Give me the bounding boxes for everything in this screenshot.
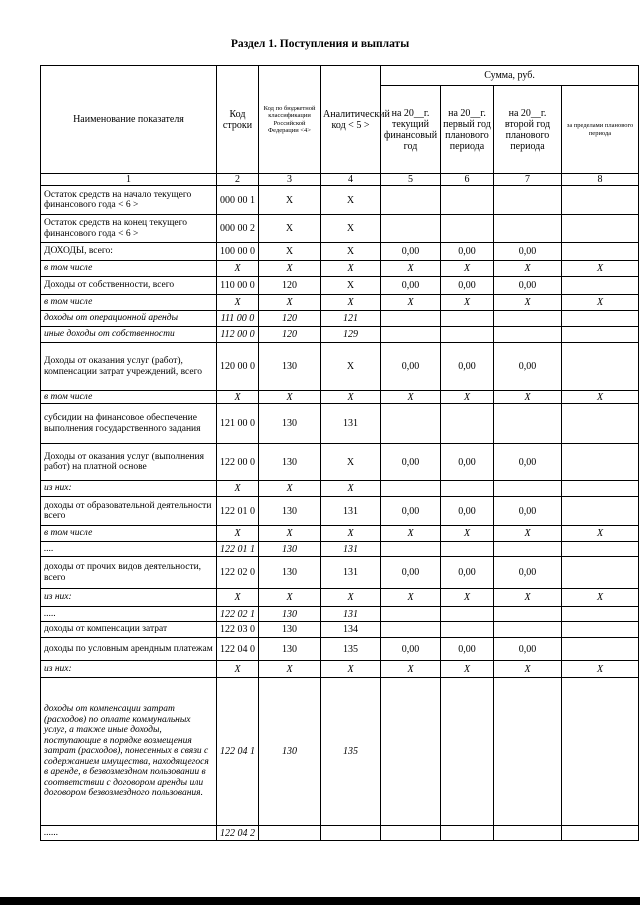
- row-budget-code: X: [259, 243, 321, 261]
- row-second-plan-year: [494, 404, 562, 444]
- row-beyond-plan: X: [562, 261, 639, 277]
- row-current-year: X: [381, 526, 441, 542]
- row-analytic-code: 135: [321, 678, 381, 826]
- row-name: из них:: [41, 481, 217, 497]
- row-beyond-plan: [562, 481, 639, 497]
- row-current-year: [381, 826, 441, 841]
- row-budget-code: 130: [259, 678, 321, 826]
- row-analytic-code: 129: [321, 327, 381, 343]
- row-budget-code: 120: [259, 311, 321, 327]
- row-analytic-code: 131: [321, 404, 381, 444]
- row-first-plan-year: X: [441, 526, 494, 542]
- row-code: 111 00 0: [217, 311, 259, 327]
- table-row: [41, 557, 639, 589]
- row-analytic-code: 131: [321, 557, 381, 589]
- row-code: 122 01 1: [217, 542, 259, 557]
- row-name: Остаток средств на начало текущего финансового года < 6 >: [41, 186, 217, 215]
- row-analytic-code: X: [321, 391, 381, 404]
- row-analytic-code: X: [321, 481, 381, 497]
- row-budget-code: 120: [259, 327, 321, 343]
- row-beyond-plan: [562, 557, 639, 589]
- row-analytic-code: X: [321, 295, 381, 311]
- row-budget-code: 130: [259, 404, 321, 444]
- row-second-plan-year: X: [494, 261, 562, 277]
- table-row: [41, 481, 639, 497]
- row-name: субсидии на финансовое обеспечение выполнения государственного задания: [41, 404, 217, 444]
- row-beyond-plan: [562, 497, 639, 526]
- row-name: из них:: [41, 661, 217, 678]
- header-budget-code: Код по бюджетной классификации Российской Федерации <4>: [259, 66, 321, 174]
- row-analytic-code: 134: [321, 622, 381, 638]
- column-number: 8: [562, 174, 639, 186]
- row-current-year: [381, 678, 441, 826]
- row-second-plan-year: [494, 327, 562, 343]
- table-row: [41, 343, 639, 391]
- table-row: [41, 404, 639, 444]
- row-analytic-code: X: [321, 343, 381, 391]
- row-budget-code: 120: [259, 277, 321, 295]
- table-row: [41, 678, 639, 826]
- row-code: X: [217, 295, 259, 311]
- row-current-year: [381, 607, 441, 622]
- row-first-plan-year: [441, 607, 494, 622]
- table-row: [41, 295, 639, 311]
- column-number: 7: [494, 174, 562, 186]
- table-row: [41, 542, 639, 557]
- row-current-year: [381, 215, 441, 243]
- header-col8: за пределами планового периода: [562, 86, 639, 174]
- row-first-plan-year: [441, 311, 494, 327]
- row-budget-code: 130: [259, 638, 321, 661]
- row-beyond-plan: X: [562, 661, 639, 678]
- income-table: [40, 65, 639, 841]
- row-second-plan-year: [494, 607, 562, 622]
- row-first-plan-year: [441, 404, 494, 444]
- row-code: 120 00 0: [217, 343, 259, 391]
- row-analytic-code: X: [321, 215, 381, 243]
- row-first-plan-year: X: [441, 589, 494, 607]
- row-name: Остаток средств на конец текущего финансового года < 6 >: [41, 215, 217, 243]
- row-beyond-plan: [562, 638, 639, 661]
- column-number: 3: [259, 174, 321, 186]
- row-beyond-plan: [562, 243, 639, 261]
- row-second-plan-year: 0,00: [494, 277, 562, 295]
- row-name: в том числе: [41, 526, 217, 542]
- row-name: в том числе: [41, 261, 217, 277]
- row-first-plan-year: [441, 186, 494, 215]
- row-budget-code: X: [259, 186, 321, 215]
- row-code: X: [217, 481, 259, 497]
- row-current-year: X: [381, 261, 441, 277]
- row-analytic-code: X: [321, 186, 381, 215]
- row-budget-code: X: [259, 589, 321, 607]
- row-second-plan-year: [494, 826, 562, 841]
- row-first-plan-year: 0,00: [441, 557, 494, 589]
- row-current-year: 0,00: [381, 243, 441, 261]
- row-first-plan-year: 0,00: [441, 343, 494, 391]
- row-name: ....: [41, 542, 217, 557]
- row-code: X: [217, 526, 259, 542]
- row-budget-code: X: [259, 526, 321, 542]
- row-code: 122 04 1: [217, 678, 259, 826]
- row-second-plan-year: X: [494, 391, 562, 404]
- row-current-year: 0,00: [381, 444, 441, 481]
- row-second-plan-year: 0,00: [494, 557, 562, 589]
- row-second-plan-year: [494, 542, 562, 557]
- row-current-year: 0,00: [381, 557, 441, 589]
- table-row: [41, 589, 639, 607]
- table-row: [41, 826, 639, 841]
- row-beyond-plan: X: [562, 526, 639, 542]
- row-name: ДОХОДЫ, всего:: [41, 243, 217, 261]
- row-code: X: [217, 391, 259, 404]
- row-first-plan-year: X: [441, 391, 494, 404]
- row-second-plan-year: [494, 215, 562, 243]
- row-current-year: 0,00: [381, 277, 441, 295]
- row-second-plan-year: [494, 481, 562, 497]
- row-analytic-code: X: [321, 243, 381, 261]
- row-code: 122 02 1: [217, 607, 259, 622]
- row-first-plan-year: 0,00: [441, 638, 494, 661]
- row-second-plan-year: 0,00: [494, 497, 562, 526]
- row-analytic-code: 131: [321, 497, 381, 526]
- row-budget-code: 130: [259, 557, 321, 589]
- row-name: ......: [41, 826, 217, 841]
- row-first-plan-year: [441, 542, 494, 557]
- row-second-plan-year: 0,00: [494, 444, 562, 481]
- row-beyond-plan: [562, 444, 639, 481]
- row-budget-code: X: [259, 391, 321, 404]
- column-number: 1: [41, 174, 217, 186]
- table-row: [41, 622, 639, 638]
- row-analytic-code: X: [321, 277, 381, 295]
- table-row: [41, 277, 639, 295]
- row-budget-code: X: [259, 481, 321, 497]
- row-budget-code: X: [259, 295, 321, 311]
- row-analytic-code: X: [321, 589, 381, 607]
- row-budget-code: 130: [259, 497, 321, 526]
- page-title: Раздел 1. Поступления и выплаты: [230, 38, 410, 50]
- row-budget-code: 130: [259, 622, 321, 638]
- row-second-plan-year: X: [494, 295, 562, 311]
- row-beyond-plan: X: [562, 295, 639, 311]
- row-second-plan-year: [494, 186, 562, 215]
- table-row: [41, 215, 639, 243]
- header-name: Наименование показателя: [41, 66, 217, 174]
- row-current-year: 0,00: [381, 638, 441, 661]
- row-code: 110 00 0: [217, 277, 259, 295]
- row-current-year: [381, 481, 441, 497]
- table-row: [41, 607, 639, 622]
- row-first-plan-year: [441, 481, 494, 497]
- row-beyond-plan: [562, 343, 639, 391]
- row-first-plan-year: 0,00: [441, 243, 494, 261]
- table-row: [41, 497, 639, 526]
- row-beyond-plan: [562, 186, 639, 215]
- row-current-year: 0,00: [381, 497, 441, 526]
- row-current-year: X: [381, 391, 441, 404]
- row-first-plan-year: [441, 826, 494, 841]
- row-second-plan-year: X: [494, 661, 562, 678]
- row-current-year: [381, 327, 441, 343]
- row-second-plan-year: 0,00: [494, 638, 562, 661]
- table-row: [41, 243, 639, 261]
- row-beyond-plan: [562, 678, 639, 826]
- header-col7: на 20__г. второй год планового периода: [494, 86, 562, 174]
- row-beyond-plan: [562, 607, 639, 622]
- row-beyond-plan: X: [562, 589, 639, 607]
- row-analytic-code: X: [321, 526, 381, 542]
- row-second-plan-year: X: [494, 589, 562, 607]
- row-current-year: [381, 542, 441, 557]
- header-analytic-code: Аналитический код < 5 >: [321, 66, 381, 174]
- header-col6: на 20__г. первый год планового периода: [441, 86, 494, 174]
- row-code: 122 03 0: [217, 622, 259, 638]
- row-budget-code: [259, 826, 321, 841]
- table-row: [41, 526, 639, 542]
- scan-bottom-edge: [0, 897, 640, 905]
- row-analytic-code: [321, 826, 381, 841]
- row-first-plan-year: X: [441, 295, 494, 311]
- row-code: 000 00 1: [217, 186, 259, 215]
- row-second-plan-year: [494, 678, 562, 826]
- row-code: 122 04 0: [217, 638, 259, 661]
- column-number: 5: [381, 174, 441, 186]
- row-code: 121 00 0: [217, 404, 259, 444]
- row-analytic-code: 131: [321, 542, 381, 557]
- row-budget-code: X: [259, 215, 321, 243]
- row-code: 112 00 0: [217, 327, 259, 343]
- row-code: X: [217, 661, 259, 678]
- row-name: иные доходы от собственности: [41, 327, 217, 343]
- table-row: [41, 327, 639, 343]
- row-name: .....: [41, 607, 217, 622]
- row-current-year: [381, 404, 441, 444]
- row-name: Доходы от оказания услуг (выполнения работ) на платной основе: [41, 444, 217, 481]
- row-second-plan-year: 0,00: [494, 243, 562, 261]
- row-beyond-plan: [562, 826, 639, 841]
- row-second-plan-year: X: [494, 526, 562, 542]
- row-budget-code: X: [259, 661, 321, 678]
- row-name: Доходы от собственности, всего: [41, 277, 217, 295]
- row-analytic-code: X: [321, 661, 381, 678]
- row-beyond-plan: [562, 542, 639, 557]
- table-row: [41, 261, 639, 277]
- row-first-plan-year: 0,00: [441, 277, 494, 295]
- row-name: из них:: [41, 589, 217, 607]
- row-code: 100 00 0: [217, 243, 259, 261]
- row-second-plan-year: 0,00: [494, 343, 562, 391]
- row-budget-code: 130: [259, 444, 321, 481]
- row-code: X: [217, 261, 259, 277]
- row-beyond-plan: X: [562, 391, 639, 404]
- row-code: X: [217, 589, 259, 607]
- row-code: 122 02 0: [217, 557, 259, 589]
- row-budget-code: 130: [259, 542, 321, 557]
- row-current-year: 0,00: [381, 343, 441, 391]
- row-first-plan-year: [441, 327, 494, 343]
- row-second-plan-year: [494, 622, 562, 638]
- row-code: 122 04 2: [217, 826, 259, 841]
- table-row: [41, 661, 639, 678]
- row-analytic-code: X: [321, 261, 381, 277]
- column-number: 4: [321, 174, 381, 186]
- header-code: Код строки: [217, 66, 259, 174]
- table-row: [41, 444, 639, 481]
- row-current-year: [381, 186, 441, 215]
- row-beyond-plan: [562, 327, 639, 343]
- table-row: [41, 638, 639, 661]
- row-beyond-plan: [562, 215, 639, 243]
- row-beyond-plan: [562, 277, 639, 295]
- row-second-plan-year: [494, 311, 562, 327]
- row-analytic-code: 131: [321, 607, 381, 622]
- row-name: доходы от прочих видов деятельности, всего: [41, 557, 217, 589]
- row-name: доходы от операционной аренды: [41, 311, 217, 327]
- row-current-year: X: [381, 589, 441, 607]
- row-code: 122 01 0: [217, 497, 259, 526]
- row-beyond-plan: [562, 404, 639, 444]
- row-budget-code: 130: [259, 607, 321, 622]
- row-name: в том числе: [41, 391, 217, 404]
- row-first-plan-year: 0,00: [441, 444, 494, 481]
- row-current-year: [381, 622, 441, 638]
- row-beyond-plan: [562, 311, 639, 327]
- row-analytic-code: X: [321, 444, 381, 481]
- table-row: [41, 186, 639, 215]
- row-name: Доходы от оказания услуг (работ), компенсации затрат учреждений, всего: [41, 343, 217, 391]
- row-first-plan-year: X: [441, 661, 494, 678]
- row-code: 000 00 2: [217, 215, 259, 243]
- row-first-plan-year: [441, 215, 494, 243]
- header-col5: на 20__г. текущий финансовый год: [381, 86, 441, 174]
- row-first-plan-year: [441, 622, 494, 638]
- row-name: в том числе: [41, 295, 217, 311]
- column-number: 6: [441, 174, 494, 186]
- row-first-plan-year: X: [441, 261, 494, 277]
- row-name: доходы по условным арендным платежам: [41, 638, 217, 661]
- row-current-year: X: [381, 661, 441, 678]
- row-first-plan-year: [441, 678, 494, 826]
- row-name: доходы от компенсации затрат (расходов) по оплате коммунальных услуг, а также иные доходы, поступающие в порядке возмещения затрат (расходов), понесенных в связи с содержанием имущества, находящегося в аренде, в безвозмездном пользовании в соответствии с договором аренды или договором безвозмездного пользования.: [41, 678, 217, 826]
- column-number: 2: [217, 174, 259, 186]
- table-row: [41, 391, 639, 404]
- table-row: [41, 311, 639, 327]
- row-name: доходы от компенсации затрат: [41, 622, 217, 638]
- row-budget-code: 130: [259, 343, 321, 391]
- row-first-plan-year: 0,00: [441, 497, 494, 526]
- row-beyond-plan: [562, 622, 639, 638]
- row-name: доходы от образовательной деятельности всего: [41, 497, 217, 526]
- row-analytic-code: 135: [321, 638, 381, 661]
- row-code: 122 00 0: [217, 444, 259, 481]
- row-current-year: [381, 311, 441, 327]
- header-sum: Сумма, руб.: [381, 66, 639, 86]
- row-analytic-code: 121: [321, 311, 381, 327]
- row-current-year: X: [381, 295, 441, 311]
- row-budget-code: X: [259, 261, 321, 277]
